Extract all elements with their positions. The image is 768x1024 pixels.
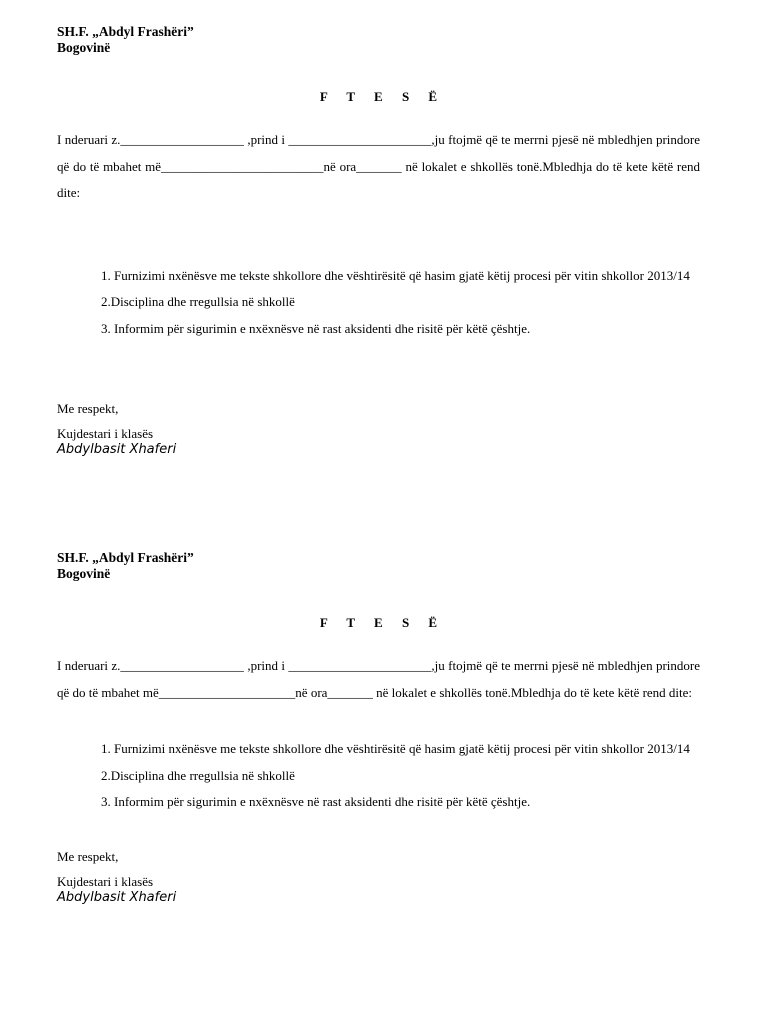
invitation-body: I nderuari z.___________________ ,prind i ______________________,ju ftojmë që te merrni pjesë në mbledhjen prindore që do të mbahet më_____________________në ora_______ në lokalet e shkollës tonë.Mbledhja do të kete këtë rend dite: bbox=[57, 658, 700, 700]
signer-role: Kujdestari i klasës bbox=[57, 426, 154, 441]
invitation-title: F T E S Ë bbox=[319, 615, 446, 630]
invitation-body: I nderuari z.___________________ ,prind i ______________________,ju ftojmë që te merrni pjesë në mbledhjen prindore që do të mbahet më_________________________në ora_______ në lokalet e shkollës tonë.Mbledhja do të kete këtë rend dite: bbox=[57, 132, 700, 200]
school-name: SH.F. „Abdyl Frashëri” bbox=[57, 24, 194, 39]
invitation-title: F T E S Ë bbox=[319, 89, 446, 104]
school-location: Bogovinë bbox=[57, 566, 111, 581]
agenda-list bbox=[101, 263, 700, 343]
agenda-item-1: 1. Furnizimi nxënësve me tekste shkollore dhe vështirësitë që hasim gjatë këtij procesi për vitin shkollor 2013/14 bbox=[101, 267, 690, 283]
closing-block bbox=[57, 844, 700, 906]
closing-greeting: Me respekt, bbox=[57, 401, 119, 416]
closing-block bbox=[57, 396, 700, 458]
signer-name: Abdylbasit Xhaferi bbox=[57, 442, 177, 457]
signer-name: Abdylbasit Xhaferi bbox=[57, 889, 177, 905]
school-name: SH.F. „Abdyl Frashëri” bbox=[57, 550, 194, 565]
agenda-item-2: 2.Disciplina dhe rregullsia në shkollë bbox=[101, 767, 295, 783]
invitation-copy-2 bbox=[57, 550, 700, 906]
agenda-item-1: 1. Furnizimi nxënësve me tekste shkollore dhe vështirësitë që hasim gjatë këtij procesi për vitin shkollor 2013/14 bbox=[101, 741, 690, 756]
agenda-item-2: 2.Disciplina dhe rregullsia në shkollë bbox=[101, 294, 295, 309]
invitation-copy-1 bbox=[57, 24, 700, 458]
agenda-item-3: 3. Informim për sigurimin e nxëxnësve në rast aksidenti dhe risitë për këtë çështje. bbox=[101, 320, 531, 336]
agenda-item-3: 3. Informim për sigurimin e nxëxnësve në rast aksidenti dhe risitë për këtë çështje. bbox=[101, 794, 531, 809]
agenda-list bbox=[101, 736, 700, 816]
school-location: Bogovinë bbox=[57, 40, 111, 55]
closing-greeting: Me respekt, bbox=[57, 848, 119, 864]
signer-role: Kujdestari i klasës bbox=[57, 873, 154, 889]
